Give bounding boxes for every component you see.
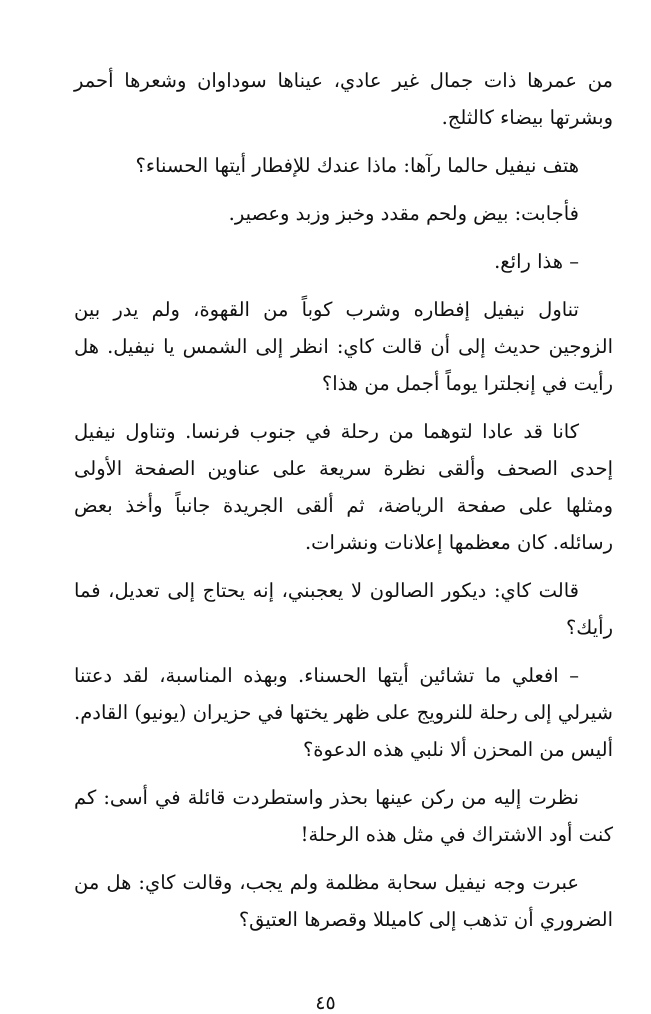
paragraph-5: تناول نيفيل إفطاره وشرب كوباً من القهوة، ولم يدر بين الزوجين حديث إلى أن قالت كاي: انظر إلى الشمس يا نيفيل. هل رأيت في إنجلترا يوماً أجمل من هذا؟ (74, 298, 613, 395)
paragraph-9: نظرت إليه من ركن عينها بحذر واستطردت قائلة في أسى: كم كنت أود الاشتراك في مثل هذه الرحلة! (74, 786, 613, 846)
paragraph-6: كانا قد عادا لتوهما من رحلة في جنوب فرنسا. وتناول نيفيل إحدى الصحف وألقى نظرة سريعة على عناوين الصفحة الأولى ومثلها على صفحة الرياضة، ثم ألقى الجريدة جانباً وأخذ بعض رسائله. كان معظمها إعلانات ونشرات. (74, 420, 613, 554)
paragraph-7: قالت كاي: ديكور الصالون لا يعجبني، إنه يحتاج إلى تعديل، فما رأيك؟ (74, 579, 613, 639)
paragraph-1: من عمرها ذات جمال غير عادي، عيناها سوداوان وشعرها أحمر وبشرتها بيضاء كالثلج. (74, 69, 613, 129)
body-text (74, 62, 613, 949)
paragraph-2: هتف نيفيل حالما رآها: ماذا عندك للإفطار أيتها الحسناء؟ (135, 154, 579, 177)
paragraph-3: فأجابت: بيض ولحم مقدد وخبز وزبد وعصير. (228, 202, 579, 225)
paragraph-8: – افعلي ما تشائين أيتها الحسناء. وبهذه المناسبة، لقد دعتنا شيرلي إلى رحلة للنرويج على ظهر يختها في حزيران (يونيو) القادم. أليس من المحزن ألا نلبي هذه الدعوة؟ (74, 664, 613, 761)
page-number: ٤٥ (315, 992, 336, 1014)
paragraph-10: عبرت وجه نيفيل سحابة مظلمة ولم يجب، وقالت كاي: هل من الضروري أن تذهب إلى كاميللا وقصرها العتيق؟ (74, 871, 613, 931)
paragraph-4: – هذا رائع. (494, 250, 579, 273)
